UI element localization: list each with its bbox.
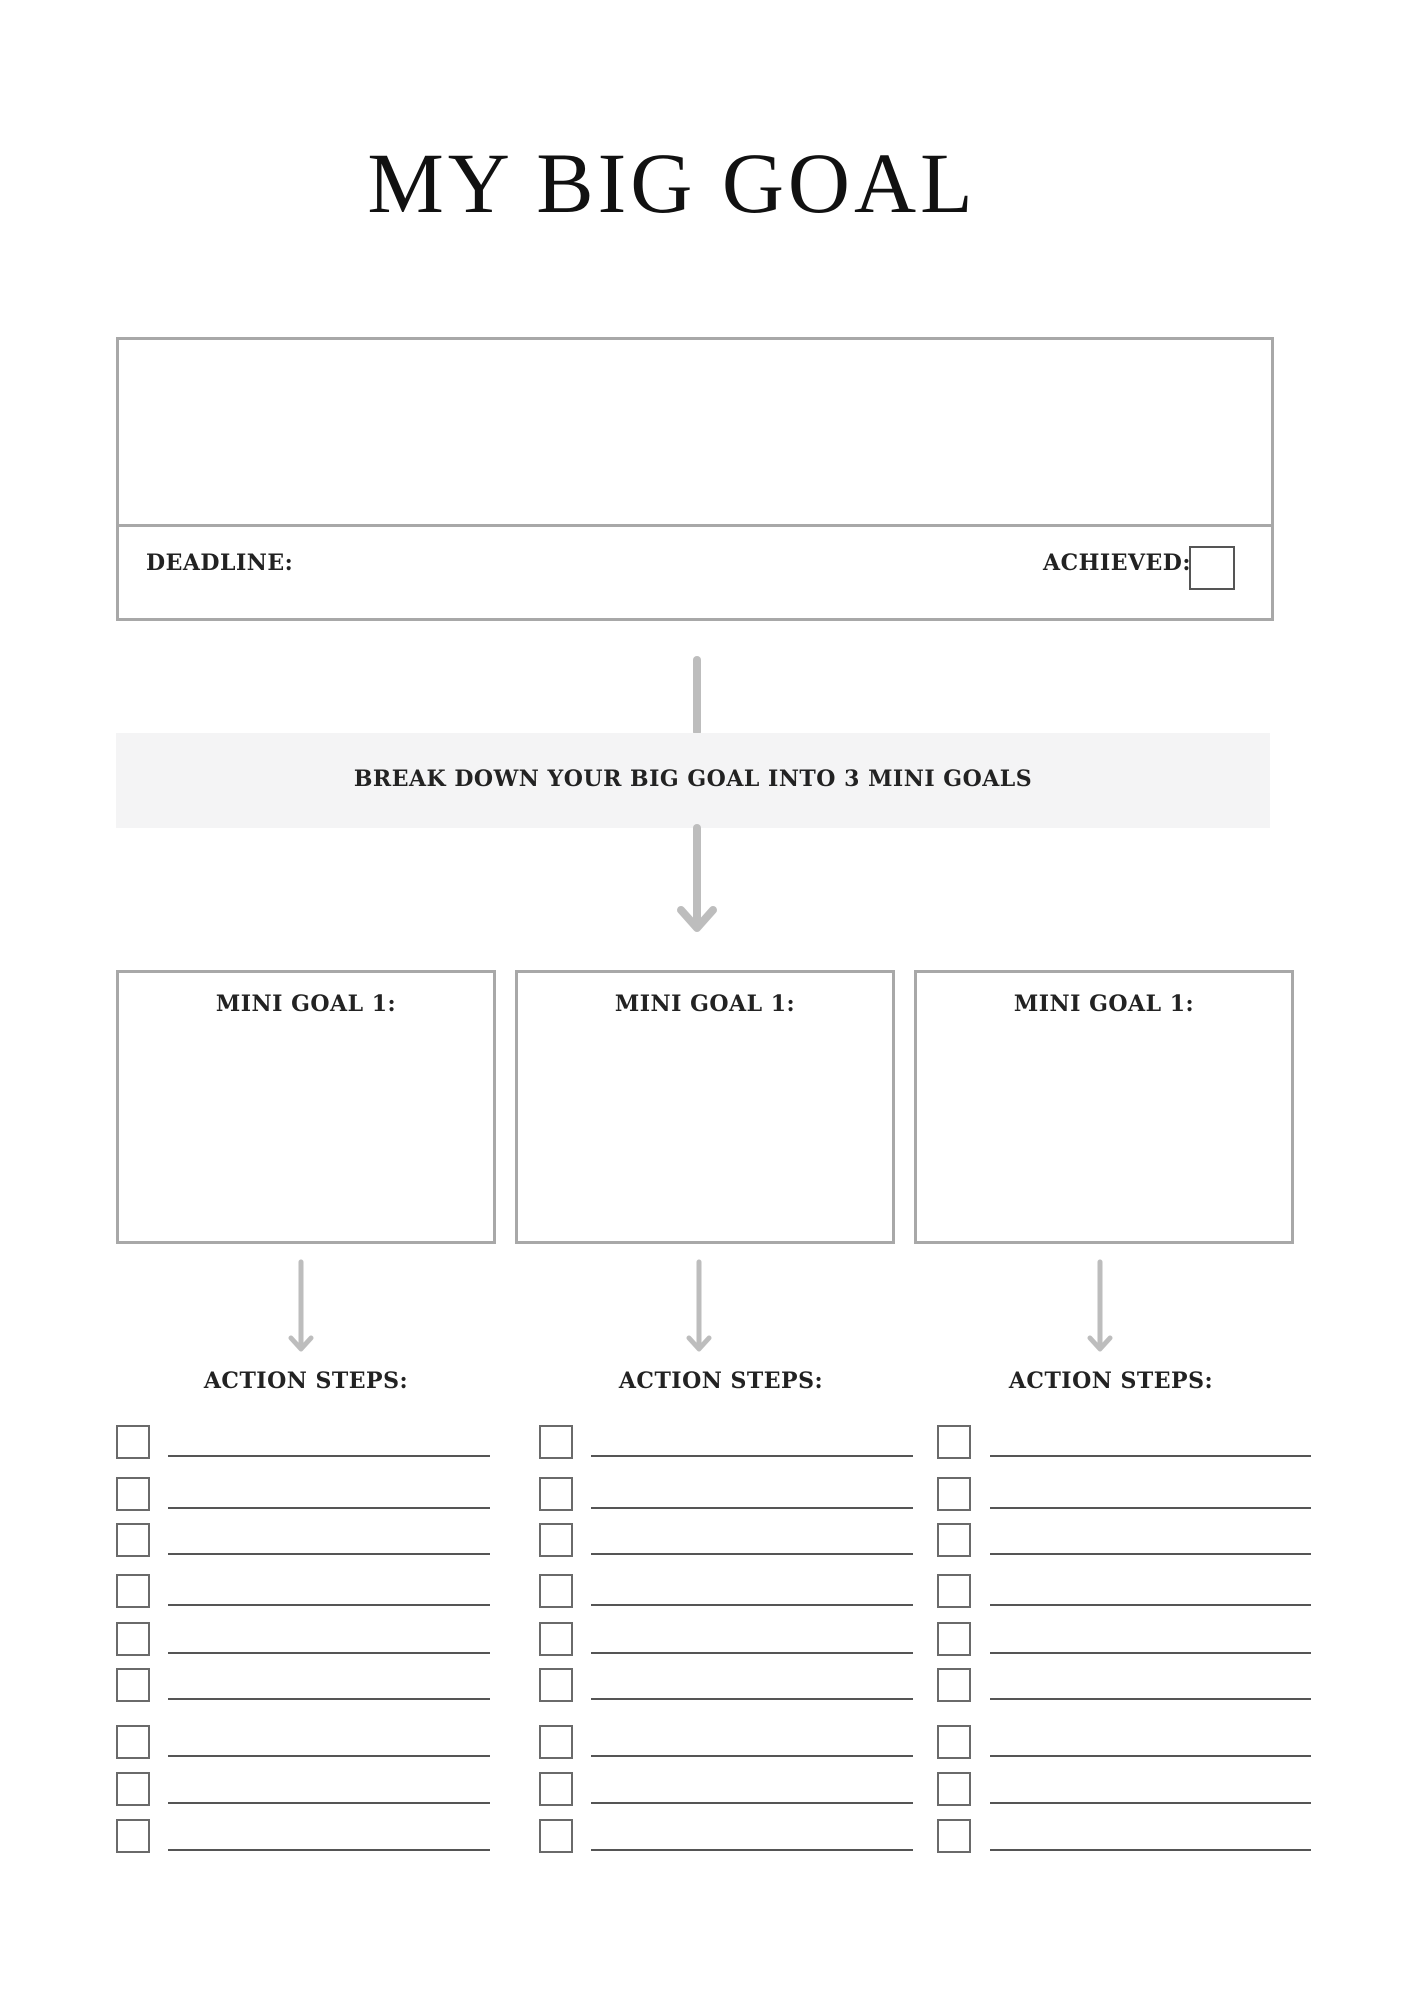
action-step-checkbox[interactable]	[937, 1574, 971, 1608]
action-step-line[interactable]	[591, 1652, 913, 1654]
action-step-line[interactable]	[591, 1553, 913, 1555]
action-step-line[interactable]	[168, 1698, 490, 1700]
action-step-checkbox[interactable]	[116, 1574, 150, 1608]
action-step-line[interactable]	[591, 1455, 913, 1457]
action-step-line[interactable]	[168, 1849, 490, 1851]
connector-line	[693, 656, 701, 736]
action-step-checkbox[interactable]	[539, 1425, 573, 1459]
mini-goal-box-1[interactable]	[116, 970, 496, 1244]
action-step-checkbox[interactable]	[116, 1772, 150, 1806]
action-step-line[interactable]	[990, 1507, 1311, 1509]
action-step-line[interactable]	[591, 1755, 913, 1757]
big-goal-box[interactable]	[116, 337, 1274, 621]
action-step-line[interactable]	[168, 1755, 490, 1757]
action-step-line[interactable]	[168, 1455, 490, 1457]
action-step-checkbox[interactable]	[539, 1725, 573, 1759]
achieved-label: ACHIEVED:	[1043, 550, 1191, 576]
action-step-line[interactable]	[990, 1849, 1311, 1851]
action-step-checkbox[interactable]	[116, 1523, 150, 1557]
arrow-down-icon	[672, 828, 722, 936]
action-step-line[interactable]	[990, 1755, 1311, 1757]
action-step-checkbox[interactable]	[937, 1523, 971, 1557]
page-title: MY BIG GOAL	[367, 135, 977, 231]
action-step-checkbox[interactable]	[539, 1523, 573, 1557]
arrow-down-icon	[684, 1260, 714, 1354]
action-step-line[interactable]	[591, 1698, 913, 1700]
arrow-down-icon	[1085, 1260, 1115, 1354]
action-step-line[interactable]	[591, 1604, 913, 1606]
arrow-down-icon	[286, 1260, 316, 1354]
action-step-line[interactable]	[168, 1507, 490, 1509]
action-step-checkbox[interactable]	[116, 1725, 150, 1759]
action-step-line[interactable]	[591, 1849, 913, 1851]
action-step-checkbox[interactable]	[116, 1477, 150, 1511]
action-step-checkbox[interactable]	[539, 1622, 573, 1656]
action-step-checkbox[interactable]	[937, 1477, 971, 1511]
action-step-checkbox[interactable]	[937, 1725, 971, 1759]
action-step-line[interactable]	[168, 1652, 490, 1654]
action-step-line[interactable]	[591, 1802, 913, 1804]
action-steps-label: ACTION STEPS:	[203, 1368, 409, 1394]
action-step-checkbox[interactable]	[116, 1425, 150, 1459]
action-step-checkbox[interactable]	[539, 1477, 573, 1511]
action-step-line[interactable]	[990, 1455, 1311, 1457]
mini-goal-label: MINI GOAL 1:	[215, 991, 397, 1017]
action-step-checkbox[interactable]	[116, 1819, 150, 1853]
deadline-label: DEADLINE:	[146, 550, 294, 576]
action-step-checkbox[interactable]	[116, 1622, 150, 1656]
achieved-checkbox[interactable]	[1189, 546, 1235, 590]
action-step-line[interactable]	[168, 1553, 490, 1555]
action-step-checkbox[interactable]	[937, 1819, 971, 1853]
action-step-checkbox[interactable]	[539, 1819, 573, 1853]
goal-divider	[119, 524, 1271, 527]
mini-goal-label: MINI GOAL 1:	[1013, 991, 1195, 1017]
action-step-line[interactable]	[168, 1802, 490, 1804]
action-step-line[interactable]	[990, 1604, 1311, 1606]
mini-goal-box-3[interactable]	[914, 970, 1294, 1244]
action-step-checkbox[interactable]	[937, 1772, 971, 1806]
action-step-line[interactable]	[990, 1802, 1311, 1804]
action-step-checkbox[interactable]	[539, 1772, 573, 1806]
mini-goal-label: MINI GOAL 1:	[614, 991, 796, 1017]
action-step-checkbox[interactable]	[937, 1622, 971, 1656]
action-step-checkbox[interactable]	[539, 1574, 573, 1608]
banner-text: BREAK DOWN YOUR BIG GOAL INTO 3 MINI GOALS	[353, 766, 1033, 792]
action-step-line[interactable]	[990, 1652, 1311, 1654]
action-steps-label: ACTION STEPS:	[1008, 1368, 1214, 1394]
action-step-line[interactable]	[168, 1604, 490, 1606]
action-step-line[interactable]	[591, 1507, 913, 1509]
action-steps-label: ACTION STEPS:	[618, 1368, 824, 1394]
action-step-line[interactable]	[990, 1698, 1311, 1700]
mini-goal-box-2[interactable]	[515, 970, 895, 1244]
action-step-checkbox[interactable]	[937, 1425, 971, 1459]
action-step-checkbox[interactable]	[116, 1668, 150, 1702]
action-step-line[interactable]	[990, 1553, 1311, 1555]
instruction-banner	[116, 733, 1270, 828]
action-step-checkbox[interactable]	[539, 1668, 573, 1702]
action-step-checkbox[interactable]	[937, 1668, 971, 1702]
